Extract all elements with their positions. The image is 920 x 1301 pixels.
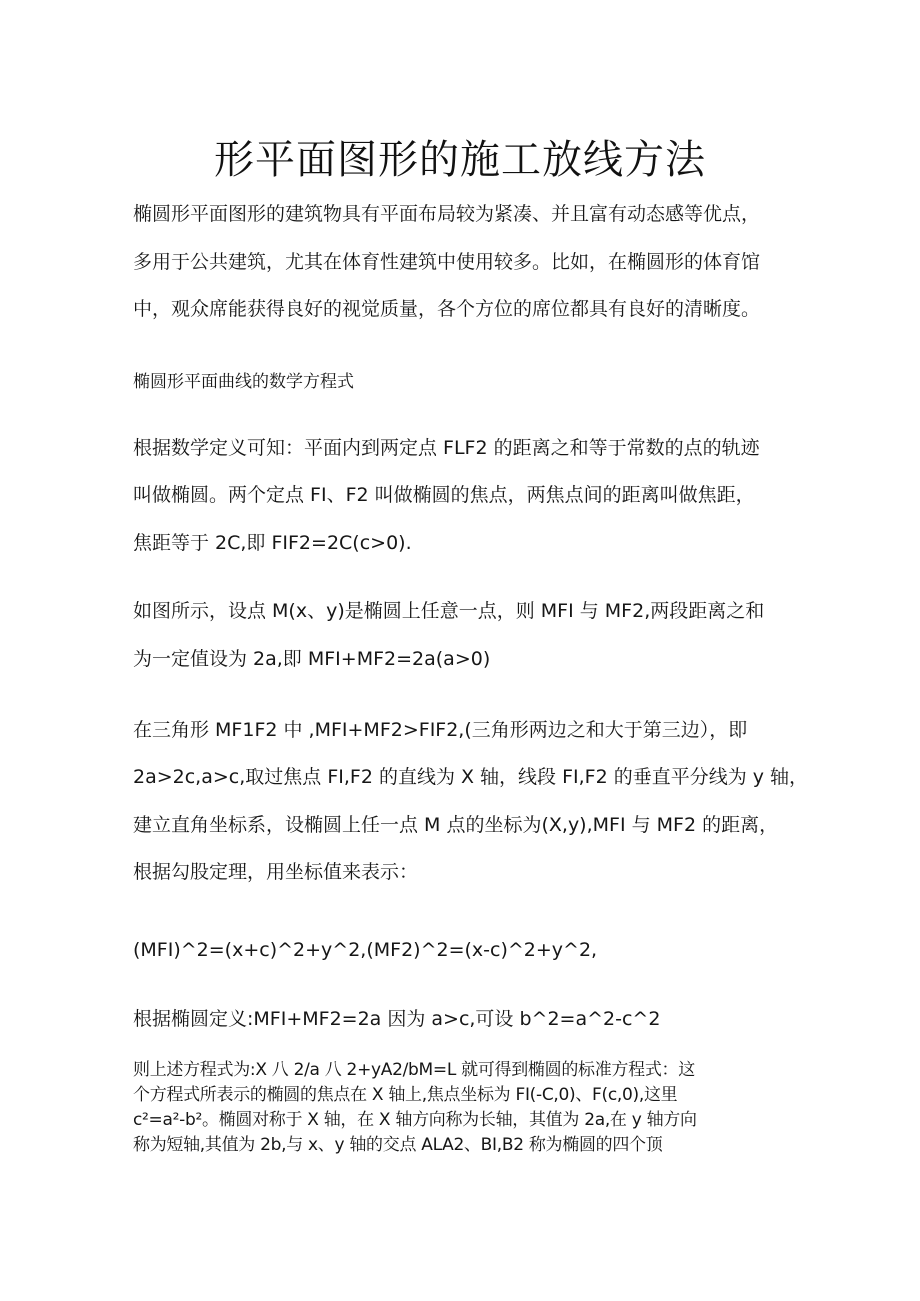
formula-line: (MFI)^2=(x+c)^2+y^2,(MF2)^2=(x-c)^2+y^2, [133,939,598,961]
paragraph-5: 根据椭圆定义:MFI+MF2=2a 因为 a>c,可设 b^2=a^2-c^2 [133,1008,661,1030]
paragraph-1-line-2: 多用于公共建筑，尤其在体育性建筑中使用较多。比如，在椭圆形的体育馆 [133,251,761,273]
section-heading: 椭圆形平面曲线的数学方程式 [133,372,354,392]
paragraph-6-line-2: 个方程式所表示的椭圆的焦点在 X 轴上,焦点坐标为 FI(-C,0)、F(c,0),这里 [133,1085,678,1105]
paragraph-6-line-3: c²=a²-b²。椭圆对称于 X 轴，在 X 轴方向称为长轴，其值为 2a,在 y 轴方向 [133,1110,697,1130]
paragraph-6-line-1: 则上述方程式为:X 八 2/a 八 2+yA2∕bM=L 就可得到椭圆的标准方程式：这 [133,1060,695,1080]
paragraph-4-line-2: 2a>2c,a>c,取过焦点 FI,F2 的直线为 X 轴，线段 FI,F2 的垂直平分线为 y 轴， [133,766,809,788]
paragraph-4-line-4: 根据勾股定理，用坐标值来表示： [133,861,419,883]
paragraph-4-line-3: 建立直角坐标系，设椭圆上任一点 M 点的坐标为(X,y),MFI 与 MF2 的距离， [133,814,779,836]
paragraph-1-line-3: 中，观众席能获得良好的视觉质量，各个方位的席位都具有良好的清晰度。 [133,298,761,320]
paragraph-1-line-1: 椭圆形平面图形的建筑物具有平面布局较为紧凑、并且富有动态感等优点， [133,203,761,225]
paragraph-3-line-1: 如图所示，设点 M(x、y)是椭圆上任意一点，则 MFI 与 MF2,两段距离之和 [133,600,765,622]
paragraph-4-line-1: 在三角形 MF1F2 中 ,MFI+MF2>FIF2,(三角形两边之和大于第三边），即 [133,719,748,741]
paragraph-3-line-2: 为一定值设为 2a,即 MFI+MF2=2a(a>0) [133,648,491,670]
paragraph-2-line-3: 焦距等于 2C,即 FIF2=2C(c>0). [133,532,412,554]
paragraph-2-line-2: 叫做椭圆。两个定点 FI、F2 叫做椭圆的焦点，两焦点间的距离叫做焦距， [133,484,755,506]
paragraph-2-line-1: 根据数学定义可知：平面内到两定点 FLF2 的距离之和等于常数的点的轨迹 [133,437,760,459]
page-title: 形平面图形的施工放线方法 [214,137,706,183]
paragraph-6-line-4: 称为短轴,其值为 2b,与 x、y 轴的交点 ALA2、BI,B2 称为椭圆的四个顶 [133,1135,663,1155]
